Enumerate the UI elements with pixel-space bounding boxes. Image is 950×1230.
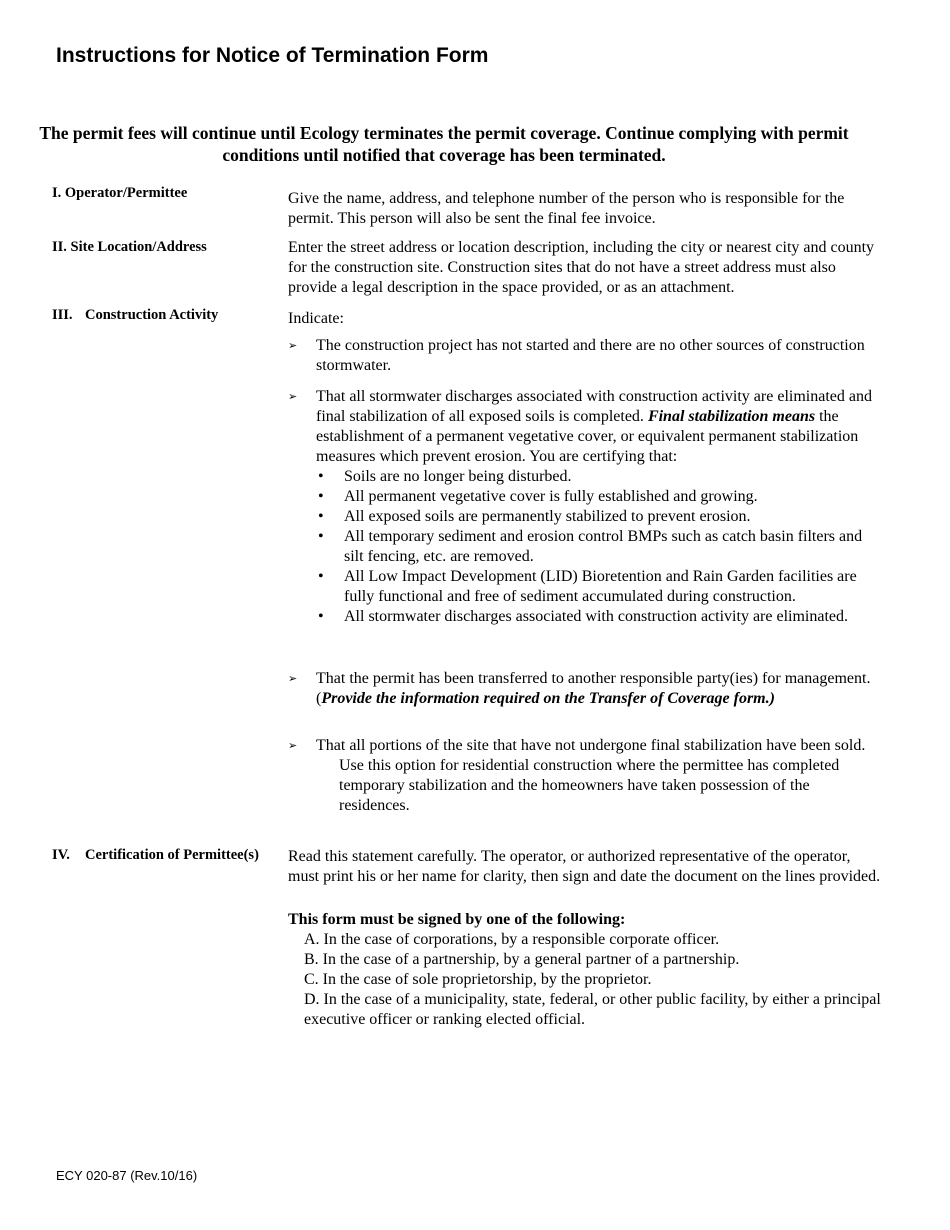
option-text-continued: the establishment of a permanent vegetative cover, or equivalent permanent stabilization measures which prevent erosion. You are certifying that: [316, 408, 859, 465]
signer-item: D. In the case of a municipality, state, federal, or other public facility, by either a principal executive officer or ranking elected official. [304, 991, 881, 1028]
list-item: • All exposed soils are permanently stabilized to prevent erosion. [318, 508, 751, 525]
page-title: Instructions for Notice of Termination Form [56, 44, 489, 67]
round-bullet-icon: • [318, 468, 324, 485]
list-item: • All Low Impact Development (LID) Bioretention and Rain Garden facilities are fully functional and free of sediment accumulated during construction. [318, 568, 857, 605]
option-note: Use this option for residential construction where the permittee has completed temporary stabilization and the homeowners have taken possession of the residences. [339, 757, 840, 814]
option-text: That all portions of the site that have not undergone final stabilization have been sold. [316, 737, 866, 754]
signer-item: C. In the case of sole proprietorship, by the proprietor. [304, 971, 652, 988]
activity-option-transferred [288, 669, 878, 709]
section-operator-text: Give the name, address, and telephone number of the person who is responsible for the permit. This person will also be sent the final fee invoice. [288, 190, 845, 227]
transfer-instruction: Provide the information required on the Transfer of Coverage form.) [321, 690, 775, 707]
section-certification-name: Certification of Permittee(s) [85, 847, 259, 863]
final-stabilization-term: Final stabilization means [647, 408, 816, 425]
section-certification-text: Read this statement carefully. The operator, or authorized representative of the operator, must print his or her name for clarity, then sign and date the document on the lines provided. [288, 848, 881, 885]
signer-item: B. In the case of a partnership, by a general partner of a partnership. [304, 951, 740, 968]
option-text: That all stormwater discharges associated with construction activity are eliminated and final stabilization of all exposed soils is completed. [316, 388, 872, 425]
section-activity-label [52, 306, 218, 325]
list-item: • Soils are no longer being disturbed. [318, 468, 572, 485]
list-item: • All permanent vegetative cover is fully established and growing. [318, 488, 758, 505]
certification-bullet-list [316, 467, 878, 627]
section-activity-intro: Indicate: [288, 310, 344, 327]
signer-item: A. In the case of corporations, by a responsible corporate officer. [304, 931, 720, 948]
section-site-text: Enter the street address or location description, including the city or nearest city and county for the construction site. Construction sites that do not have a street address must also provide a legal description in the space provided, or as an attachment. [288, 239, 875, 296]
arrow-bullet-icon: ➢ [288, 672, 298, 685]
section-activity-name: Construction Activity [85, 307, 219, 323]
round-bullet-icon: • [318, 568, 324, 585]
round-bullet-icon: • [318, 488, 324, 505]
section-certification-number: IV. [52, 847, 70, 863]
round-bullet-icon: • [318, 508, 324, 525]
option-text: That the permit has been transferred to another responsible party(ies) for management. ( [316, 670, 871, 707]
section-operator-label: I. Operator/Permittee [52, 185, 188, 201]
section-activity-number: III. [52, 307, 73, 323]
signer-heading: This form must be signed by one of the following: [288, 911, 626, 928]
option-text: The construction project has not started and there are no other sources of construction stormwater. [316, 337, 865, 374]
form-number: ECY 020-87 (Rev.10/16) [56, 1168, 198, 1183]
arrow-bullet-icon: ➢ [288, 339, 298, 352]
section-certification-label [52, 846, 259, 865]
round-bullet-icon: • [318, 528, 324, 545]
round-bullet-icon: • [318, 608, 324, 625]
permit-fee-notice: The permit fees will continue until Ecology terminates the permit coverage. Continue complying with permit conditions until notified that coverage has been terminated. [39, 123, 849, 165]
section-site-label: II. Site Location/Address [52, 239, 207, 255]
activity-option-final-stabilization [288, 387, 878, 627]
arrow-bullet-icon: ➢ [288, 390, 298, 403]
list-item: • All stormwater discharges associated with construction activity are eliminated. [318, 608, 848, 625]
arrow-bullet-icon: ➢ [288, 739, 298, 752]
signer-requirements [288, 910, 888, 1030]
list-item: • All temporary sediment and erosion control BMPs such as catch basin filters and silt fencing, etc. are removed. [318, 528, 863, 565]
activity-option-sold [288, 736, 878, 816]
activity-option-not-started [288, 336, 878, 376]
